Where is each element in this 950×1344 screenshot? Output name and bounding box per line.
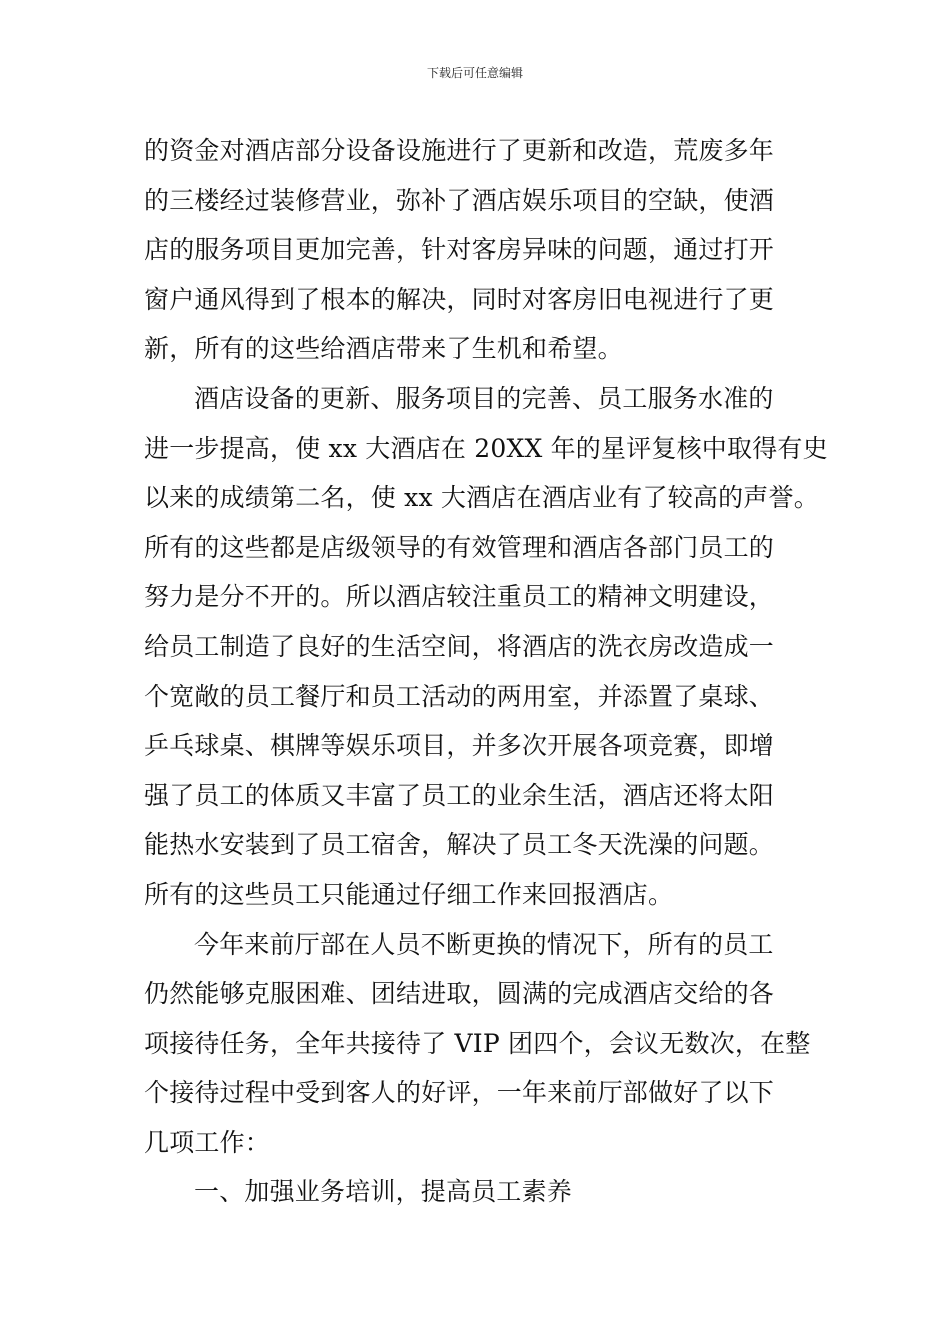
text-line: 的三楼经过装修营业，弥补了酒店娱乐项目的空缺，使酒 [144, 185, 775, 215]
text-line: 窗户通风得到了根本的解决，同时对客房旧电视进行了更 [144, 284, 775, 314]
text-line: 店的服务项目更加完善，针对客房异味的问题，通过打开 [144, 235, 775, 265]
section-heading: 一、加强业务培训，提高员工素养 [194, 1177, 573, 1207]
text-line: 能热水安装到了员工宿舍，解决了员工冬天洗澡的问题。 [144, 830, 775, 860]
text-line: 几项工作： [144, 1127, 271, 1157]
text-line: 新，所有的这些给酒店带来了生机和希望。 [144, 334, 623, 364]
paragraph-start-line: 酒店设备的更新、服务项目的完善、员工服务水准的 [194, 383, 774, 413]
text-line: 仍然能够克服困难、团结进取，圆满的完成酒店交给的各 [144, 979, 775, 1009]
page-header: 下载后可任意编辑 [426, 66, 523, 80]
text-line: 个接待过程中受到客人的好评，一年来前厅部做好了以下 [144, 1078, 775, 1108]
text-line: 给员工制造了良好的生活空间，将酒店的洗衣房改造成一 [144, 631, 775, 661]
text-line: 以来的成绩第二名，使 xx 大酒店在酒店业有了较高的声誉。 [144, 483, 819, 513]
document-body [144, 126, 834, 1217]
text-line: 个宽敞的员工餐厅和员工活动的两用室，并添置了桌球、 [144, 681, 775, 711]
text-line: 进一步提高，使 xx 大酒店在 20XX 年的星评复核中取得有史 [144, 433, 828, 463]
paragraph-start-line: 今年来前厅部在人员不断更换的情况下，所有的员工 [194, 929, 774, 959]
text-line: 所有的这些都是店级领导的有效管理和酒店各部门员工的 [144, 532, 775, 562]
text-line: 强了员工的体质又丰富了员工的业余生活，酒店还将太阳 [144, 780, 775, 810]
text-line: 所有的这些员工只能通过仔细工作来回报酒店。 [144, 879, 674, 909]
text-line: 乒乓球桌、棋牌等娱乐项目，并多次开展各项竞赛，即增 [144, 731, 775, 761]
text-line: 的资金对酒店部分设备设施进行了更新和改造，荒废多年 [144, 136, 775, 165]
text-line: 努力是分不开的。所以酒店较注重员工的精神文明建设， [144, 582, 775, 612]
text-line: 项接待任务，全年共接待了 VIP 团四个，会议无数次，在整 [144, 1028, 811, 1058]
